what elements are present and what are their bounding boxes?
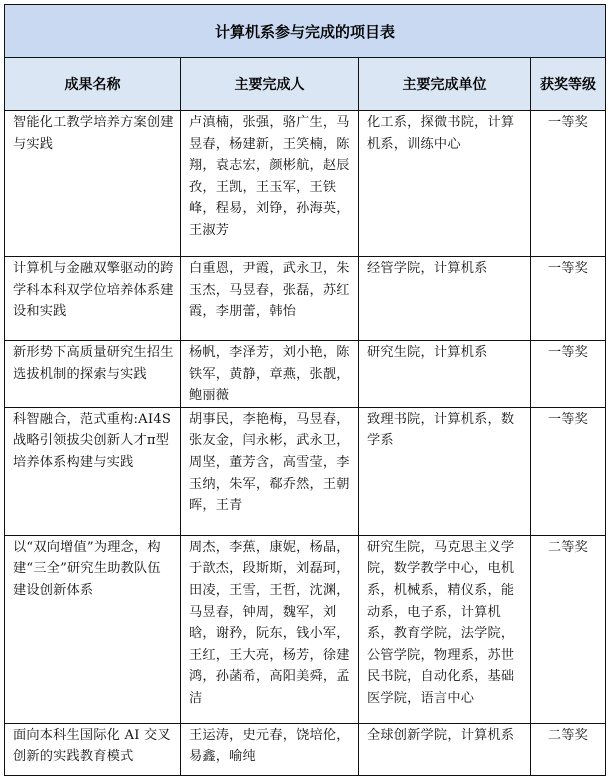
cell-name: 面向本科生国际化 AI 交叉创新的实践教育模式 bbox=[5, 723, 181, 775]
header-row bbox=[5, 58, 606, 111]
table-row bbox=[5, 723, 606, 775]
table-row bbox=[5, 111, 606, 257]
table-title: 计算机系参与完成的项目表 bbox=[5, 5, 606, 58]
cell-people: 胡事民，李艳梅，马昱春，张友金，闫永彬，武永卫，周坚，董芳含，高雪莹，李玉纳，朱军，郗乔然，王朝晖，王青 bbox=[181, 407, 359, 535]
cell-people: 杨帆，李泽芳，刘小艳，陈铁军，黄静，章燕，张靓，鲍丽薇 bbox=[181, 341, 359, 408]
table-row bbox=[5, 535, 606, 723]
table-row bbox=[5, 407, 606, 535]
table-row bbox=[5, 341, 606, 408]
cell-people: 白重恩，尹霞，武永卫，朱玉杰，马昱春，张磊，苏红霞，李朋蕾，韩怡 bbox=[181, 257, 359, 341]
cell-units: 研究生院，计算机系 bbox=[359, 341, 531, 408]
cell-name: 科智融合，范式重构:AI4S 战略引领拔尖创新人才π型培养体系构建与实践 bbox=[5, 407, 181, 535]
title-row bbox=[5, 5, 606, 58]
cell-grade: 一等奖 bbox=[531, 407, 606, 535]
cell-name: 智能化工教学培养方案创建与实践 bbox=[5, 111, 181, 257]
col-header-people: 主要完成人 bbox=[181, 58, 359, 111]
cell-units: 经管学院，计算机系 bbox=[359, 257, 531, 341]
cell-units: 化工系，探微书院，计算机系，训练中心 bbox=[359, 111, 531, 257]
col-header-units: 主要完成单位 bbox=[359, 58, 531, 111]
cell-name: 计算机与金融双擎驱动的跨学科本科双学位培养体系建设和实践 bbox=[5, 257, 181, 341]
cell-people: 卢滇楠，张强，骆广生，马昱春，杨建新，王笑楠，陈翔，袁志宏，颜彬航，赵辰孜，王凯，王玉军，王铁峰，程易，刘铮，孙海英，王淑芳 bbox=[181, 111, 359, 257]
cell-grade: 二等奖 bbox=[531, 535, 606, 723]
cell-units: 研究生院，马克思主义学院，数学教学中心，电机系，机械系，精仪系，能动系，电子系，计算机系，教育学院，法学院，公管学院，物理系，苏世民书院，自动化系，基础医学院，语言中心 bbox=[359, 535, 531, 723]
cell-name: 以“双向增值”为理念，构建“三全”研究生助教队伍建设创新体系 bbox=[5, 535, 181, 723]
col-header-name: 成果名称 bbox=[5, 58, 181, 111]
cell-grade: 二等奖 bbox=[531, 723, 606, 775]
cell-people: 周杰，李蕉，康妮，杨晶，于歆杰，段斯斯，刘磊珂，田凌，王雪，王哲，沈渊，马昱春，钟周，魏军，刘晗，谢矜，阮东，钱小军，王红，王大亮，杨芳，徐建鸿，孙菡希，高阳美舜，孟洁 bbox=[181, 535, 359, 723]
cell-grade: 一等奖 bbox=[531, 257, 606, 341]
project-table bbox=[4, 4, 606, 776]
cell-units: 全球创新学院，计算机系 bbox=[359, 723, 531, 775]
cell-name: 新形势下高质量研究生招生选拔机制的探索与实践 bbox=[5, 341, 181, 408]
cell-people: 王运涛，史元春，饶培伦，易鑫，喻纯 bbox=[181, 723, 359, 775]
table-row bbox=[5, 257, 606, 341]
cell-grade: 一等奖 bbox=[531, 111, 606, 257]
col-header-grade: 获奖等级 bbox=[531, 58, 606, 111]
cell-units: 致理书院，计算机系，数学系 bbox=[359, 407, 531, 535]
cell-grade: 一等奖 bbox=[531, 341, 606, 408]
